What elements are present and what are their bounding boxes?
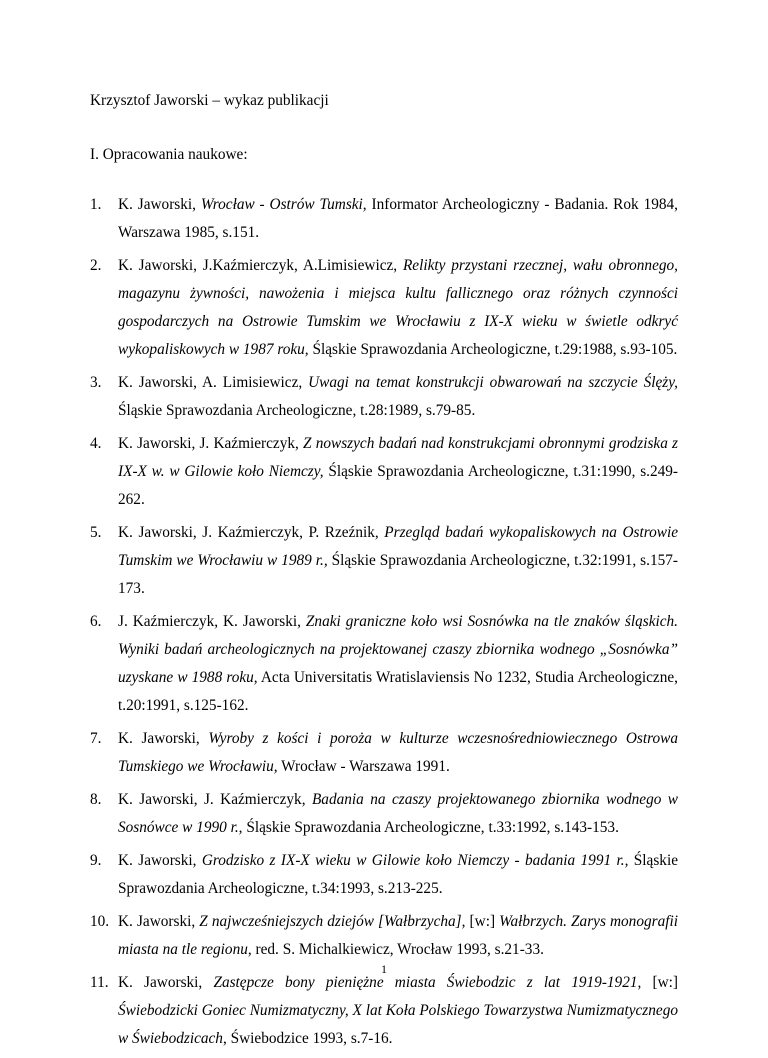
publication-number: 2.: [90, 257, 102, 274]
publication-list: [90, 191, 678, 1058]
publication-details: Informator Archeologiczny - Badania. Rok 1984, Warszawa 1985, s.151.: [118, 196, 678, 241]
publication-authors: K. Jaworski, A. Limisiewicz,: [118, 374, 309, 391]
publication-container-details: , red. S. Michalkiewicz, Wrocław 1993, s.21-33.: [247, 941, 544, 958]
publication-item: [90, 969, 678, 1053]
publication-title: Z nowszych badań nad konstrukcjami obronnymi grodziska z IX-X w. w Gilowie koło Niemczy,: [118, 435, 678, 480]
publication-title: Uwagi na temat konstrukcji obwarowań na szczycie Ślęży,: [308, 374, 678, 391]
publication-authors: K. Jaworski,: [118, 196, 201, 213]
publication-number: 1.: [90, 196, 102, 213]
publication-item: [90, 369, 678, 425]
publication-title: Przegląd badań wykopaliskowych na Ostrowie Tumskim we Wrocławiu w 1989 r.,: [118, 524, 678, 569]
publication-number: 9.: [90, 852, 102, 869]
publication-number: 6.: [90, 613, 102, 630]
publication-details: Śląskie Sprawozdania Archeologiczne, t.28:1989, s.79-85.: [118, 402, 476, 419]
publication-item: [90, 191, 678, 247]
publication-title: Wrocław - Ostrów Tumski,: [200, 196, 367, 213]
publication-authors: K. Jaworski,: [118, 730, 209, 747]
publication-details: [w:]: [465, 913, 500, 930]
publication-details: Śląskie Sprawozdania Archeologiczne, t.33:1992, s.143-153.: [242, 819, 619, 836]
publication-authors: K. Jaworski,: [118, 974, 214, 991]
publication-text: [118, 524, 678, 597]
publication-title: Znaki graniczne koło wsi Sosnówka na tle znaków śląskich. Wyniki badań archeologicznych na projektowanej czaszy zbiornika wodnego „Sosnówka” uzyskane w 1988 roku,: [118, 613, 679, 686]
publication-container-title: Świebodzicki Goniec Numizmatyczny, X lat Koła Polskiego Towarzystwa Numizmatycznego w Świebodzicach: [118, 1002, 678, 1047]
publication-authors: J. Kaźmierczyk, K. Jaworski,: [118, 613, 306, 630]
publication-text: [118, 613, 678, 714]
publication-item: [90, 908, 678, 964]
publication-text: [118, 374, 678, 419]
publication-text: [118, 852, 678, 897]
section-heading: I. Opracowania naukowe:: [90, 146, 248, 163]
publication-authors: K. Jaworski, J. Kaźmierczyk,: [118, 791, 312, 808]
publication-title: Badania na czaszy projektowanego zbiornika wodnego w Sosnówce w 1990 r.,: [118, 791, 678, 836]
publication-title: Grodzisko z IX-X wieku w Gilowie koło Niemczy - badania 1991 r.,: [201, 852, 629, 869]
publication-number: 7.: [90, 730, 102, 747]
publication-item: [90, 847, 678, 903]
publication-item: [90, 608, 678, 720]
publication-authors: K. Jaworski, J. Kaźmierczyk,: [118, 435, 304, 452]
publication-number: 3.: [90, 374, 102, 391]
publication-item: [90, 519, 678, 603]
publication-authors: K. Jaworski, J.Kaźmierczyk, A.Limisiewicz,: [118, 257, 403, 274]
page-number: 1: [381, 962, 387, 976]
publication-details: Wrocław - Warszawa 1991.: [277, 758, 450, 775]
publication-title: Zastępcze bony pieniężne miasta Świebodzic z lat 1919-1921,: [213, 974, 642, 991]
publication-text: [118, 730, 678, 775]
publication-authors: K. Jaworski,: [118, 913, 200, 930]
publication-authors: K. Jaworski, J. Kaźmierczyk, P. Rzeźnik,: [118, 524, 385, 541]
publication-text: [118, 435, 678, 508]
publication-item: [90, 252, 678, 364]
publication-authors: K. Jaworski,: [118, 852, 202, 869]
publication-number: 11.: [90, 974, 109, 991]
publication-text: [118, 257, 678, 358]
publication-title: Wyroby z kości i poroża w kulturze wczesnośredniowiecznego Ostrowa Tumskiego we Wrocławiu,: [118, 730, 679, 775]
publication-container-details: , Świebodzice 1993, s.7-16.: [222, 1030, 393, 1047]
publication-details: Śląskie Sprawozdania Archeologiczne, t.29:1988, s.93-105.: [308, 341, 678, 358]
publication-number: 5.: [90, 524, 102, 541]
publication-number: 4.: [90, 435, 102, 452]
publication-text: [118, 196, 678, 241]
document-title: Krzysztof Jaworski – wykaz publikacji: [90, 92, 329, 109]
publication-item: [90, 430, 678, 514]
publication-details: Śląskie Sprawozdania Archeologiczne, t.34:1993, s.213-225.: [118, 852, 678, 897]
publication-details: Śląskie Sprawozdania Archeologiczne, t.32:1991, s.157-173.: [118, 552, 678, 597]
publication-details: Śląskie Sprawozdania Archeologiczne, t.31:1990, s.249-262.: [118, 463, 679, 508]
publication-details: [w:]: [641, 974, 679, 991]
publication-number: 10.: [90, 913, 110, 930]
publication-details: Acta Universitatis Wratislaviensis No 1232, Studia Archeologiczne, t.20:1991, s.125-162.: [118, 669, 678, 714]
publication-number: 8.: [90, 791, 102, 808]
publication-title: Z najwcześniejszych dziejów [Wałbrzycha],: [199, 913, 466, 930]
publication-item: [90, 786, 678, 842]
publication-text: [118, 913, 678, 958]
publication-title: Relikty przystani rzecznej, wału obronnego, magazynu żywności, nawożenia i miejsca kultu fallicznego oraz różnych czynności gospodarczych na Ostrowie Tumskim we Wrocławiu z IX-X wieku w świetle odkryć wykopaliskowych w 1987 roku,: [118, 257, 678, 358]
publication-item: [90, 725, 678, 781]
publication-text: [118, 974, 678, 1047]
publication-text: [118, 791, 678, 836]
publication-container-title: Wałbrzych. Zarys monografii miasta na tle regionu: [118, 913, 678, 958]
